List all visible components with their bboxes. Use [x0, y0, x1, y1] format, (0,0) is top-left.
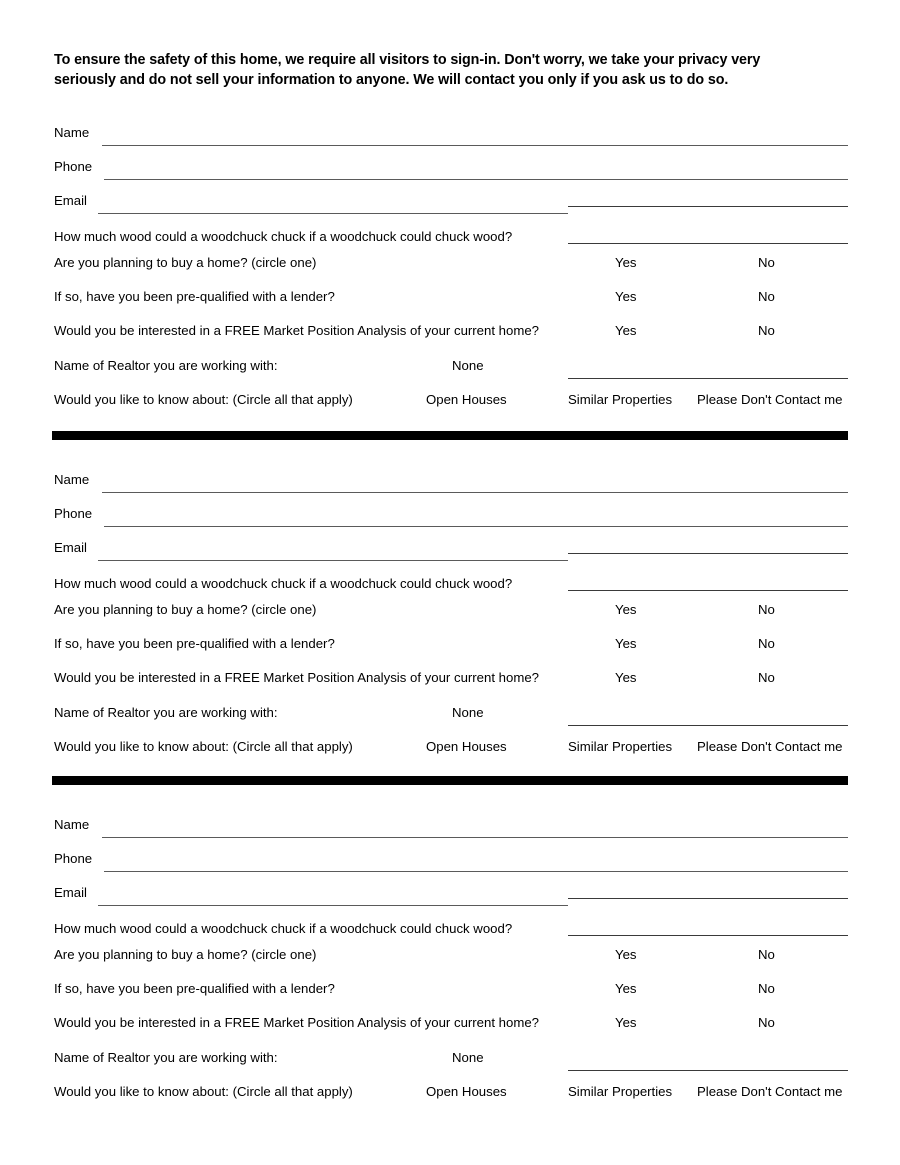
know-about-similar-properties-option[interactable]: Similar Properties: [568, 1084, 673, 1099]
woodchuck-question-row-2: [54, 575, 848, 595]
phone-write-line[interactable]: [104, 179, 848, 180]
name-write-line[interactable]: [102, 837, 848, 838]
woodchuck-question-row-3: [54, 920, 848, 940]
realtor-none-option[interactable]: None: [452, 1050, 484, 1065]
know-about-dont-contact-option[interactable]: Please Don't Contact me: [697, 739, 843, 754]
woodchuck-question-text: How much wood could a woodchuck chuck if a woodchuck could chuck wood?: [54, 229, 513, 244]
visitor-entry-section-1: [0, 0, 900, 407]
email-answer-rule-1[interactable]: [568, 206, 848, 207]
market-analysis-question-text: Would you be interested in a FREE Market Position Analysis of your current home?: [54, 323, 540, 338]
buy-home-yes-option[interactable]: Yes: [615, 947, 637, 962]
know-about-open-houses-option[interactable]: Open Houses: [426, 739, 507, 754]
market-analysis-question-row-3: [54, 1014, 848, 1034]
woodchuck-question-text: How much wood could a woodchuck chuck if a woodchuck could chuck wood?: [54, 921, 513, 936]
email-write-line[interactable]: [98, 560, 568, 561]
phone-field-row-2[interactable]: [54, 505, 848, 527]
market-analysis-question-text: Would you be interested in a FREE Market Position Analysis of your current home?: [54, 670, 540, 685]
email-label: Email: [54, 540, 87, 555]
pre-qualified-yes-option[interactable]: Yes: [615, 636, 637, 651]
buy-home-no-option[interactable]: No: [758, 947, 775, 962]
buy-home-question-row-2: [54, 601, 848, 621]
name-label: Name: [54, 125, 90, 140]
visitor-entry-section-3: [0, 692, 900, 1099]
buy-home-yes-option[interactable]: Yes: [615, 602, 637, 617]
pre-qualified-question-row-1: [54, 288, 848, 308]
know-about-open-houses-option[interactable]: Open Houses: [426, 1084, 507, 1099]
pre-qualified-question-row-3: [54, 980, 848, 1000]
pre-qualified-question-text: If so, have you been pre-qualified with a lender?: [54, 289, 335, 304]
email-field-row-1[interactable]: [54, 192, 848, 214]
realtor-question-text: Name of Realtor you are working with:: [54, 358, 278, 373]
know-about-open-houses-option[interactable]: Open Houses: [426, 392, 507, 407]
woodchuck-answer-rule-1[interactable]: [568, 243, 848, 244]
email-answer-rule-2[interactable]: [568, 553, 848, 554]
pre-qualified-yes-option[interactable]: Yes: [615, 981, 637, 996]
pre-qualified-no-option[interactable]: No: [758, 981, 775, 996]
realtor-none-option[interactable]: None: [452, 705, 484, 720]
phone-write-line[interactable]: [104, 871, 848, 872]
pre-qualified-question-text: If so, have you been pre-qualified with a lender?: [54, 636, 335, 651]
buy-home-question-text: Are you planning to buy a home? (circle one): [54, 947, 317, 962]
phone-label: Phone: [54, 159, 93, 174]
email-field-row-3[interactable]: [54, 884, 848, 906]
know-about-question-text: Would you like to know about: (Circle all that apply): [54, 392, 353, 407]
know-about-dont-contact-option[interactable]: Please Don't Contact me: [697, 1084, 843, 1099]
know-about-dont-contact-option[interactable]: Please Don't Contact me: [697, 392, 843, 407]
privacy-notice: To ensure the safety of this home, we require all visitors to sign-in. Don't worry, we take your privacy very seriously and do not sell your information to anyone. We will contact you only if you ask us to do so.: [54, 52, 761, 88]
market-analysis-question-row-2: [54, 669, 848, 689]
phone-write-line[interactable]: [104, 526, 848, 527]
buy-home-yes-option[interactable]: Yes: [615, 255, 637, 270]
woodchuck-question-row-1: [54, 228, 848, 248]
pre-qualified-no-option[interactable]: No: [758, 289, 775, 304]
name-write-line[interactable]: [102, 492, 848, 493]
visitor-entry-section-2: [0, 347, 900, 754]
market-analysis-question-row-1: [54, 322, 848, 342]
know-about-similar-properties-option[interactable]: Similar Properties: [568, 392, 673, 407]
email-write-line[interactable]: [98, 213, 568, 214]
email-write-line[interactable]: [98, 905, 568, 906]
buy-home-question-text: Are you planning to buy a home? (circle one): [54, 255, 317, 270]
realtor-answer-rule-3[interactable]: [568, 1070, 848, 1071]
name-write-line[interactable]: [102, 145, 848, 146]
name-label: Name: [54, 817, 90, 832]
realtor-question-text: Name of Realtor you are working with:: [54, 1050, 278, 1065]
market-analysis-yes-option[interactable]: Yes: [615, 1015, 637, 1030]
buy-home-question-row-1: [54, 254, 848, 274]
know-about-question-text: Would you like to know about: (Circle all that apply): [54, 739, 353, 754]
name-field-row-2[interactable]: [54, 471, 848, 493]
name-field-row-3[interactable]: [54, 816, 848, 838]
phone-field-row-1[interactable]: [54, 158, 848, 180]
phone-label: Phone: [54, 506, 93, 521]
phone-field-row-3[interactable]: [54, 850, 848, 872]
buy-home-no-option[interactable]: No: [758, 255, 775, 270]
market-analysis-yes-option[interactable]: Yes: [615, 323, 637, 338]
market-analysis-yes-option[interactable]: Yes: [615, 670, 637, 685]
pre-qualified-question-row-2: [54, 635, 848, 655]
pre-qualified-yes-option[interactable]: Yes: [615, 289, 637, 304]
realtor-question-text: Name of Realtor you are working with:: [54, 705, 278, 720]
woodchuck-answer-rule-3[interactable]: [568, 935, 848, 936]
email-answer-rule-3[interactable]: [568, 898, 848, 899]
know-about-similar-properties-option[interactable]: Similar Properties: [568, 739, 673, 754]
market-analysis-no-option[interactable]: No: [758, 670, 775, 685]
woodchuck-question-text: How much wood could a woodchuck chuck if a woodchuck could chuck wood?: [54, 576, 513, 591]
pre-qualified-no-option[interactable]: No: [758, 636, 775, 651]
email-label: Email: [54, 193, 87, 208]
name-field-row-1[interactable]: [54, 124, 848, 146]
buy-home-question-row-3: [54, 946, 848, 966]
pre-qualified-question-text: If so, have you been pre-qualified with a lender?: [54, 981, 335, 996]
realtor-none-option[interactable]: None: [452, 358, 484, 373]
name-label: Name: [54, 472, 90, 487]
market-analysis-question-text: Would you be interested in a FREE Market Position Analysis of your current home?: [54, 1015, 540, 1030]
market-analysis-no-option[interactable]: No: [758, 1015, 775, 1030]
know-about-question-row-3: [54, 1083, 848, 1103]
know-about-question-text: Would you like to know about: (Circle all that apply): [54, 1084, 353, 1099]
market-analysis-no-option[interactable]: No: [758, 323, 775, 338]
realtor-question-row-3: [54, 1049, 848, 1069]
buy-home-no-option[interactable]: No: [758, 602, 775, 617]
email-label: Email: [54, 885, 87, 900]
phone-label: Phone: [54, 851, 93, 866]
buy-home-question-text: Are you planning to buy a home? (circle one): [54, 602, 317, 617]
email-field-row-2[interactable]: [54, 539, 848, 561]
woodchuck-answer-rule-2[interactable]: [568, 590, 848, 591]
